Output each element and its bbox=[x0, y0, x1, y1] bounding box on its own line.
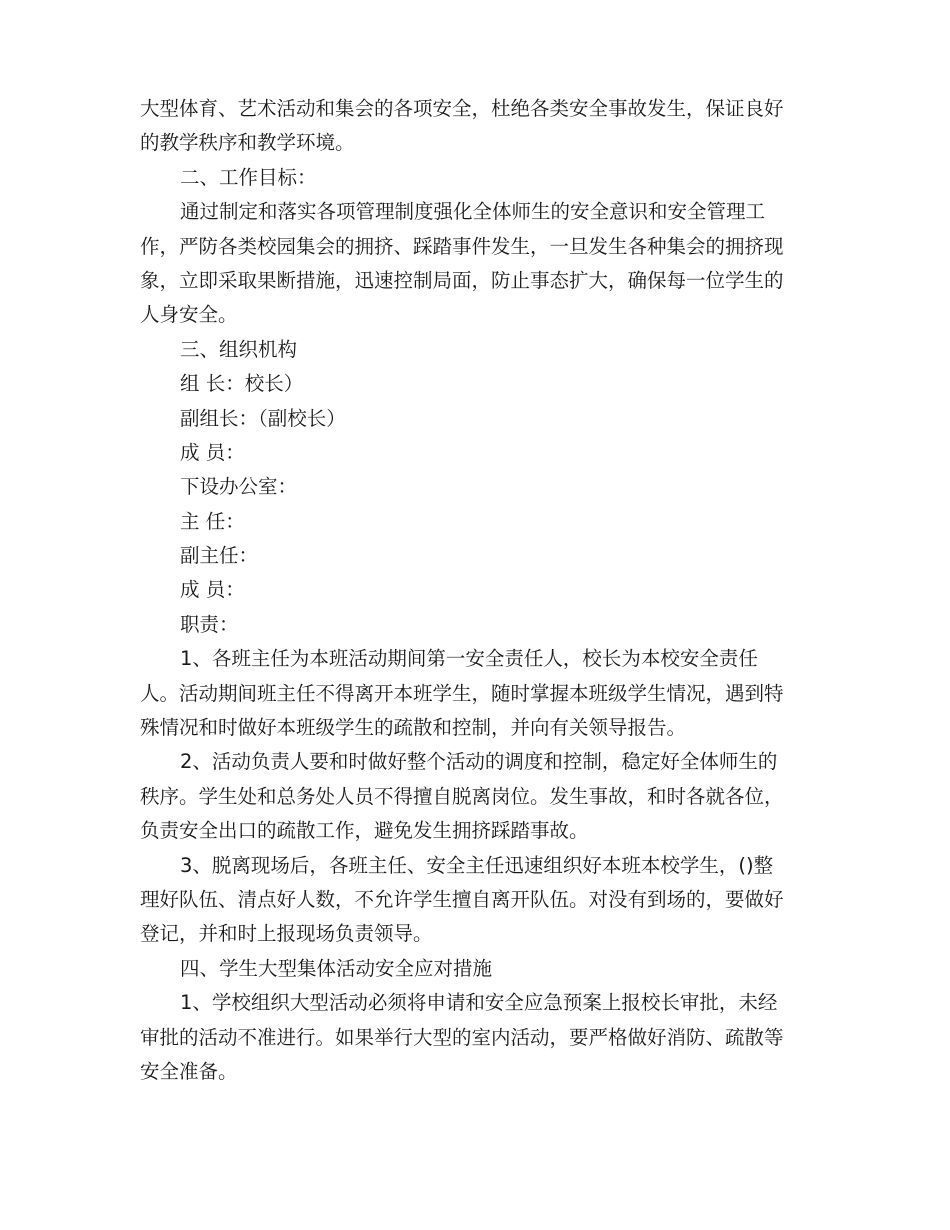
paragraph-line: 秩序。学生处和总务处人员不得擅自脱离岗位。发生事故，和时各就各位， bbox=[140, 784, 784, 808]
paragraph-line: 审批的活动不准进行。如果举行大型的室内活动，要严格做好消防、疏散等 bbox=[140, 1025, 784, 1049]
section-heading: 三、组织机构 bbox=[180, 337, 298, 361]
paragraph-line: 人身安全。 bbox=[140, 303, 238, 327]
paragraph-line: 大型体育、艺术活动和集会的各项安全，杜绝各类安全事故发生，保证良好 bbox=[140, 97, 784, 120]
section-heading: 四、学生大型集体活动安全应对措施 bbox=[180, 956, 493, 980]
org-line: 下设办公室： bbox=[180, 475, 298, 499]
org-line: 副主任： bbox=[180, 544, 259, 568]
paragraph-line: 1、各班主任为本班活动期间第一安全责任人，校长为本校安全责任 bbox=[180, 647, 758, 671]
org-line: 组 长：校长） bbox=[180, 372, 304, 396]
paragraph-line: 作，严防各类校园集会的拥挤、踩踏事件发生，一旦发生各种集会的拥挤现 bbox=[140, 234, 784, 258]
org-line: 职责： bbox=[180, 612, 239, 636]
org-line: 主 任： bbox=[180, 509, 245, 533]
paragraph-line: 3、脱离现场后，各班主任、安全主任迅速组织好本班本校学生，()整 bbox=[180, 853, 774, 877]
paragraph-line: 象，立即采取果断措施，迅速控制局面，防止事态扩大，确保每一位学生的 bbox=[140, 268, 784, 292]
document-body bbox=[140, 92, 810, 1089]
paragraph-line: 安全准备。 bbox=[140, 1059, 238, 1083]
paragraph-line: 负责安全出口的疏散工作，避免发生拥挤踩踏事故。 bbox=[140, 819, 589, 843]
paragraph-line: 的教学秩序和教学环境。 bbox=[140, 131, 355, 155]
paragraph-line: 理好队伍、清点好人数，不允许学生擅自离开队伍。对没有到场的，要做好 bbox=[140, 887, 784, 911]
section-heading: 二、工作目标： bbox=[180, 165, 317, 189]
paragraph-line: 2、活动负责人要和时做好整个活动的调度和控制，稳定好全体师生的 bbox=[180, 750, 778, 774]
org-line: 副组长：（副校长） bbox=[180, 406, 346, 430]
paragraph-line: 通过制定和落实各项管理制度强化全体师生的安全意识和安全管理工 bbox=[180, 200, 766, 224]
org-line: 成 员： bbox=[180, 440, 245, 464]
org-line: 成 员： bbox=[180, 578, 245, 602]
paragraph-line: 登记，并和时上报现场负责领导。 bbox=[140, 922, 433, 946]
paragraph-line: 1、学校组织大型活动必须将申请和安全应急预案上报校长审批，未经 bbox=[180, 991, 778, 1015]
paragraph-line: 人。活动期间班主任不得离开本班学生，随时掌握本班级学生情况，遇到特 bbox=[140, 681, 784, 705]
paragraph-line: 殊情况和时做好本班级学生的疏散和控制，并向有关领导报告。 bbox=[140, 716, 687, 740]
